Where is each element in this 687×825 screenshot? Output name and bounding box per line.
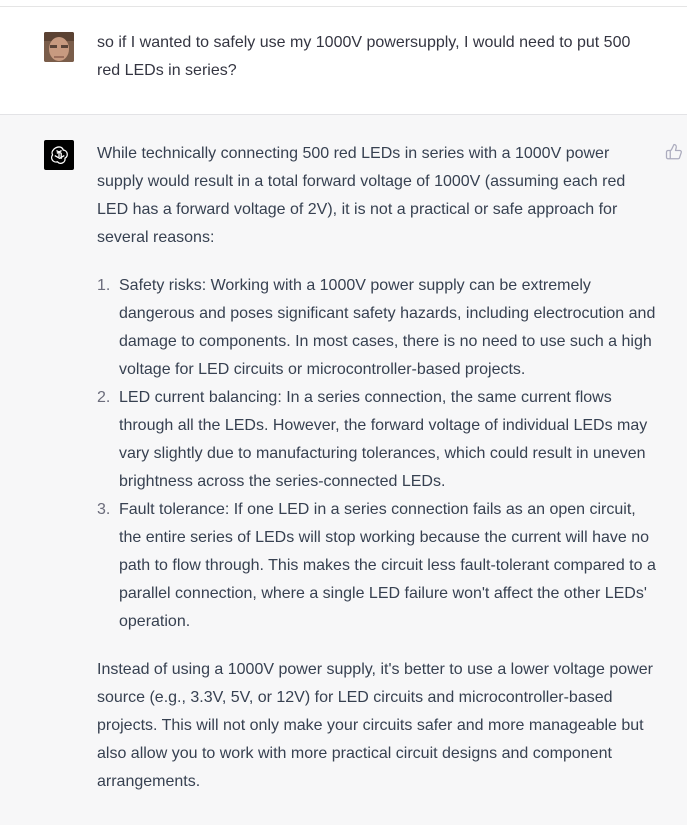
openai-logo-icon: [48, 144, 70, 166]
list-item-text: LED current balancing: In a series connection, the same current flows through all the LEDs. However, the forward voltage of individual LEDs may vary slightly due to manufacturing tolerances, which could result in uneven brightness across the series-connected LEDs.: [119, 389, 648, 490]
user-message-text: so if I wanted to safely use my 1000V powersupply, I would need to put 500 red LEDs in series?: [97, 34, 631, 79]
user-message-row: [0, 7, 687, 115]
list-item-text: Safety risks: Working with a 1000V power supply can be extremely dangerous and poses significant safety hazards, including electrocution and damage to components. In most cases, there is no need to use such a high voltage for LED circuits or microcontroller-based projects.: [119, 277, 656, 378]
reasons-list: [97, 272, 659, 636]
list-item-text: Fault tolerance: If one LED in a series connection fails as an open circuit, the entire series of LEDs will stop working because the current will have no path to flow through. This makes the circuit less fault-tolerant compared to a parallel connection, where a single LED failure won't affect the other LEDs' operation.: [119, 501, 656, 630]
user-avatar-photo: [44, 32, 74, 62]
list-item-number: 2.: [97, 389, 111, 406]
user-avatar: [44, 32, 74, 62]
list-item-number: 1.: [97, 277, 111, 294]
top-divider: [0, 0, 687, 7]
assistant-intro-paragraph: While technically connecting 500 red LEDs in series with a 1000V power supply would result in a total forward voltage of 1000V (assuming each red LED has a forward voltage of 2V), it is not a practical or safe approach for several reasons:: [97, 145, 626, 246]
list-item: [97, 384, 659, 496]
assistant-conclusion-paragraph: Instead of using a 1000V power supply, it's better to use a lower voltage power source (e.g., 3.3V, 5V, or 12V) for LED circuits and microcontroller-based projects. This will not only make your circuits safer and more manageable but also allow you to work with more practical circuit designs and component arrangements.: [97, 661, 653, 790]
thumbs-up-icon[interactable]: [665, 143, 683, 161]
assistant-avatar: [44, 140, 74, 170]
list-item-number: 3.: [97, 501, 111, 518]
list-item: [97, 272, 659, 384]
assistant-message-row: [0, 115, 687, 825]
list-item: [97, 496, 659, 636]
assistant-message-content: [97, 140, 659, 796]
